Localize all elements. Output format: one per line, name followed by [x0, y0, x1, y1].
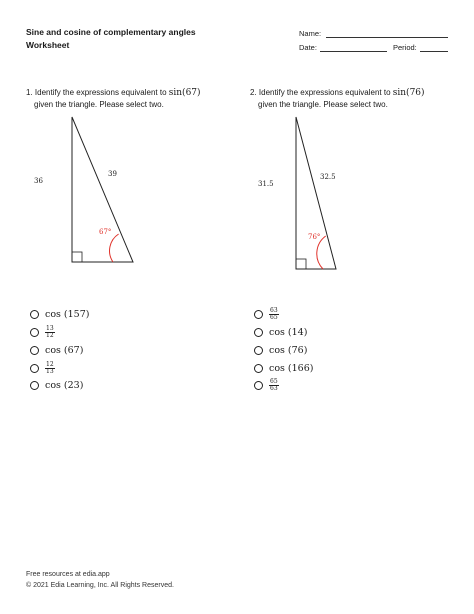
radio-icon[interactable] [30, 310, 39, 319]
p1-option-1-label: cos (157) [45, 308, 90, 320]
p1-option-4[interactable] [30, 361, 55, 375]
p2-option-5[interactable] [254, 378, 279, 392]
p2-option-5-fraction [269, 379, 279, 392]
triangle-2-angle-label: 76° [308, 233, 321, 241]
p1-option-5-label: cos (23) [45, 379, 84, 391]
problem-2-prompt-line2: given the triangle. Please select two. [258, 100, 388, 109]
problem-2-prompt-math: sin(76) [392, 88, 425, 98]
radio-icon[interactable] [254, 381, 263, 390]
fraction-denominator: 63 [270, 384, 278, 392]
triangle-2-hypotenuse-label: 32.5 [320, 173, 336, 181]
fraction-denominator: 12 [46, 331, 54, 339]
p1-option-5[interactable] [30, 378, 83, 392]
p2-option-3[interactable] [254, 343, 307, 357]
p1-option-2[interactable] [30, 325, 55, 339]
fraction-numerator: 13 [46, 324, 54, 332]
radio-icon[interactable] [254, 328, 263, 337]
title-line-1: Sine and cosine of complementary angles [26, 27, 196, 37]
radio-icon[interactable] [254, 346, 263, 355]
p1-option-3-label: cos (67) [45, 344, 84, 356]
p2-option-4-label: cos (166) [269, 362, 314, 374]
triangle-2-shape [296, 117, 336, 269]
p1-option-3[interactable] [30, 343, 83, 357]
period-label: Period: [393, 43, 417, 52]
p2-option-4[interactable] [254, 361, 313, 375]
p2-option-2-label: cos (14) [269, 326, 308, 338]
triangle-1-right-angle-marker [72, 252, 82, 262]
radio-icon[interactable] [30, 364, 39, 373]
fraction-denominator: 65 [270, 313, 278, 321]
title-line-2: Worksheet [26, 40, 70, 50]
triangle-1-vertical-label: 36 [34, 177, 43, 185]
p2-option-1[interactable] [254, 307, 279, 321]
footer [26, 569, 174, 591]
fraction-numerator: 63 [270, 306, 278, 314]
fraction-numerator: 12 [46, 360, 54, 368]
p1-option-4-fraction [45, 362, 55, 375]
footer-resources-link[interactable]: Free resources at edia.app [26, 571, 110, 578]
p1-option-1[interactable] [30, 307, 89, 321]
triangle-1-hypotenuse-label: 39 [108, 170, 117, 178]
radio-icon[interactable] [30, 346, 39, 355]
radio-icon[interactable] [30, 328, 39, 337]
problem-2-prompt-text: 2. Identify the expressions equivalent to [250, 88, 391, 97]
radio-icon[interactable] [30, 381, 39, 390]
p1-option-2-fraction [45, 326, 55, 339]
fraction-numerator: 65 [270, 377, 278, 385]
p2-option-3-label: cos (76) [269, 344, 308, 356]
triangle-2-right-angle-marker [296, 259, 306, 269]
triangle-1-angle-arc [110, 234, 119, 262]
problem-1-prompt-text: 1. Identify the expressions equivalent to [26, 88, 167, 97]
problem-1-prompt-line2: given the triangle. Please select two. [34, 100, 164, 109]
name-label: Name: [299, 29, 322, 38]
radio-icon[interactable] [254, 310, 263, 319]
p2-option-1-fraction [269, 308, 279, 321]
radio-icon[interactable] [254, 364, 263, 373]
triangle-1-shape [72, 117, 133, 262]
p2-option-2[interactable] [254, 325, 307, 339]
footer-copyright: © 2021 Edia Learning, Inc. All Rights Reserved. [26, 582, 174, 589]
date-label: Date: [299, 43, 317, 52]
triangle-2-vertical-label: 31.5 [258, 180, 274, 188]
fraction-denominator: 13 [46, 367, 54, 375]
problem-2-prompt [250, 87, 425, 111]
triangle-1-angle-label: 67° [99, 228, 112, 236]
problem-1-prompt-math: sin(67) [168, 88, 201, 98]
